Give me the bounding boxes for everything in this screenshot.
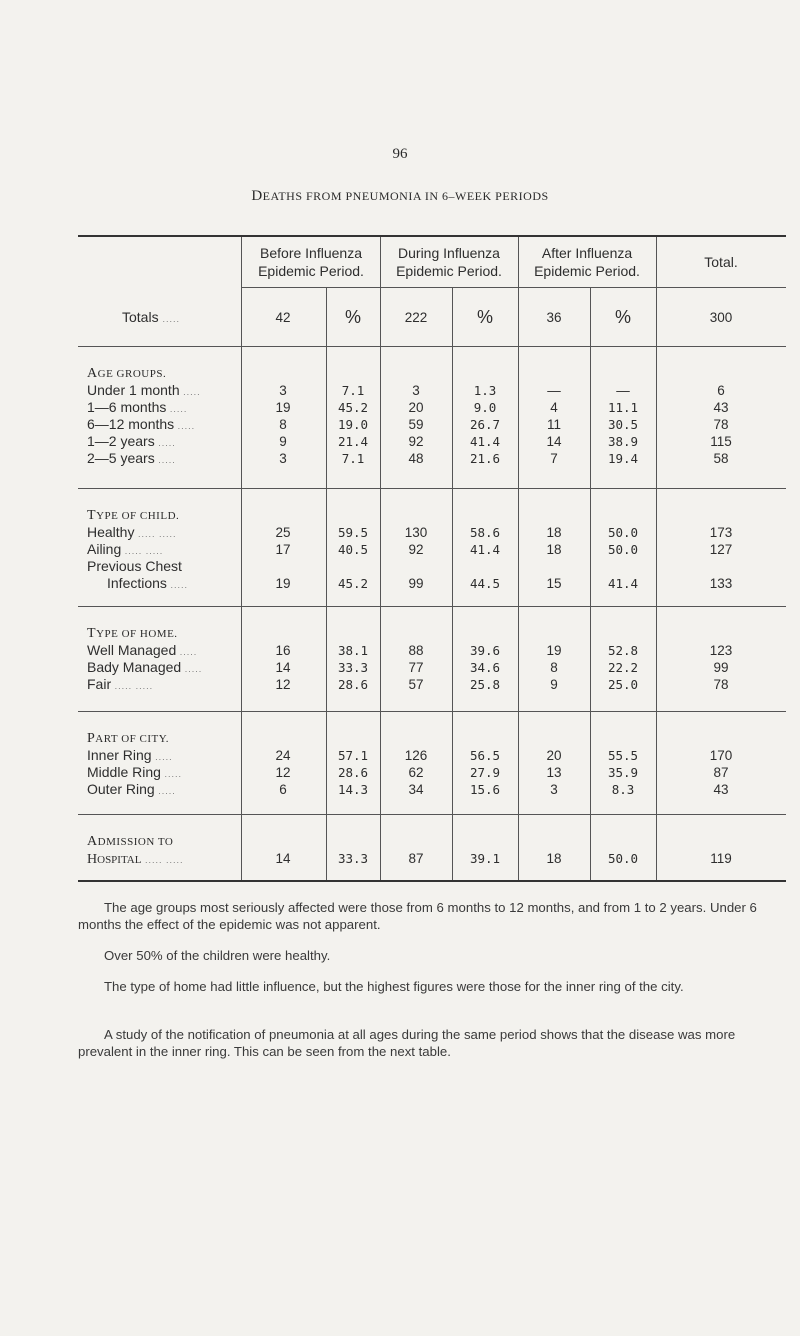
table-cell: 11.1	[607, 400, 639, 415]
table-cell: 58	[713, 451, 729, 466]
column-divider	[518, 237, 519, 880]
table-cell: 62	[408, 765, 424, 780]
row-label: 1—2 years .....	[87, 433, 176, 449]
row-label: Well Managed .....	[87, 642, 198, 658]
table-cell: 59.5	[337, 525, 369, 540]
table-cell: 18	[546, 851, 562, 866]
table-cell: 30.5	[607, 417, 639, 432]
leader-dots: .....	[162, 314, 180, 324]
row-label: 1—6 months .....	[87, 399, 188, 415]
table-cell: 3	[279, 383, 287, 398]
row-label: Fair ..... .....	[87, 676, 154, 692]
table-cell: 3	[550, 782, 558, 797]
header-total: Total.	[704, 254, 738, 270]
table-cell: 34	[408, 782, 424, 797]
table-cell: 19.4	[607, 451, 639, 466]
table-cell: %	[614, 307, 631, 327]
table-cell: 50.0	[607, 542, 639, 557]
table-cell: 50.0	[607, 525, 639, 540]
table-cell: 92	[408, 434, 424, 449]
table-cell: 92	[408, 542, 424, 557]
table-cell: 14	[275, 660, 291, 675]
section-separator	[78, 488, 786, 489]
table-cell: 8.3	[611, 782, 635, 797]
table-cell: 38.9	[607, 434, 639, 449]
header-separator	[241, 287, 786, 288]
table-cell: 12	[275, 677, 291, 692]
table-cell: 119	[710, 851, 732, 866]
table-cell: 3	[279, 451, 287, 466]
leader-dots: .....	[181, 664, 203, 674]
table-cell: 27.9	[469, 765, 501, 780]
section-separator	[78, 711, 786, 712]
table-cell: 14.3	[337, 782, 369, 797]
table-cell: 7.1	[341, 383, 365, 398]
table-cell: 133	[709, 576, 733, 591]
table-cell: 127	[709, 542, 733, 557]
leader-dots: .....	[176, 647, 198, 657]
paragraph	[78, 978, 786, 995]
column-divider	[656, 237, 657, 880]
leader-dots: .....	[174, 421, 196, 431]
table-cell: 41.4	[469, 542, 501, 557]
row-label: Ailing ..... .....	[87, 541, 164, 557]
table-cell: 18	[546, 525, 562, 540]
paragraph-text: Over 50% of the children were healthy.	[104, 948, 331, 963]
section-separator	[78, 606, 786, 607]
column-divider	[241, 237, 242, 880]
paragraph	[78, 899, 786, 933]
section-heading: TYPE OF CHILD.	[87, 508, 180, 523]
leader-dots: ..... .....	[121, 546, 164, 556]
table-cell: 6	[717, 383, 725, 398]
section-heading: AGE GROUPS.	[87, 366, 167, 381]
table-cell: 222	[404, 310, 428, 325]
table-cell: 77	[408, 660, 424, 675]
table-cell: 16	[275, 643, 291, 658]
row-label: Infections .....	[107, 575, 188, 591]
row-label: Inner Ring .....	[87, 747, 173, 763]
table-cell: 126	[404, 748, 428, 763]
table-cell: 3	[412, 383, 420, 398]
table-cell: 15	[546, 576, 562, 591]
paragraph-text: The age groups most seriously affected were those from 6 months to 12 months, and from 1 to 2 years. Under 6 months the effect of the epidemic was not apparent.	[78, 900, 757, 932]
table-cell: 33.3	[337, 660, 369, 675]
header-during-epidemic: During Influenza Epidemic Period.	[396, 245, 502, 279]
table-cell: 57.1	[337, 748, 369, 763]
table-cell: 42	[275, 310, 291, 325]
row-label: Bady Managed .....	[87, 659, 203, 675]
table-cell: 7	[550, 451, 558, 466]
table-cell: %	[476, 307, 493, 327]
table-cell: 18	[546, 542, 562, 557]
table-cell: 44.5	[469, 576, 501, 591]
section-heading: TYPE OF HOME.	[87, 626, 178, 641]
table-cell: 87	[408, 851, 424, 866]
column-divider	[452, 287, 453, 880]
row-label: Under 1 month .....	[87, 382, 201, 398]
table-cell: %	[344, 307, 361, 327]
table-cell: 19	[275, 576, 291, 591]
table-title-initial: D	[251, 188, 263, 204]
section-separator	[78, 814, 786, 815]
row-label: Previous Chest	[87, 558, 182, 574]
table-cell: 14	[546, 434, 562, 449]
table-cell: 56.5	[469, 748, 501, 763]
table-cell: 99	[408, 576, 424, 591]
paragraph	[78, 947, 786, 964]
leader-dots: .....	[154, 786, 176, 796]
table-cell: 22.2	[607, 660, 639, 675]
table-cell: 20	[408, 400, 424, 415]
table-cell: 1.3	[473, 383, 497, 398]
totals-label-text: Totals	[122, 309, 159, 325]
leader-dots: .....	[166, 580, 188, 590]
table-cell: 4	[550, 400, 558, 415]
paragraph-text: The type of home had little influence, but the highest figures were those for the inner ring of the city.	[104, 979, 684, 994]
table-cell: 28.6	[337, 765, 369, 780]
table-cell: 9.0	[473, 400, 497, 415]
leader-dots: ..... .....	[134, 529, 177, 539]
table-cell: 123	[709, 643, 733, 658]
table-cell: 19.0	[337, 417, 369, 432]
row-label: Middle Ring .....	[87, 764, 182, 780]
table-cell: 26.7	[469, 417, 501, 432]
table-cell: 35.9	[607, 765, 639, 780]
table-cell: 8	[550, 660, 558, 675]
table-cell: 21.4	[337, 434, 369, 449]
table-top-rule	[78, 235, 786, 237]
table-cell: 15.6	[469, 782, 501, 797]
table-cell: 38.1	[337, 643, 369, 658]
table-cell: 87	[713, 765, 729, 780]
table-title	[0, 188, 800, 205]
table-cell: 6	[279, 782, 287, 797]
section-heading: ADMISSION TO	[87, 834, 174, 849]
table-cell: 58.6	[469, 525, 501, 540]
table-cell: 41.4	[607, 576, 639, 591]
header-after-epidemic: After Influenza Epidemic Period.	[534, 245, 640, 279]
table-cell: —	[547, 383, 561, 398]
table-cell: 17	[275, 542, 291, 557]
table-cell: 19	[546, 643, 562, 658]
table-cell: 21.6	[469, 451, 501, 466]
leader-dots: ..... .....	[111, 681, 154, 691]
table-cell: 43	[713, 782, 729, 797]
table-cell: 48	[408, 451, 424, 466]
paragraph	[78, 1026, 786, 1060]
leader-dots: .....	[154, 438, 176, 448]
table-cell: 99	[713, 660, 729, 675]
table-cell: 11	[546, 417, 561, 432]
table-cell: 88	[408, 643, 424, 658]
row-label: 6—12 months .....	[87, 416, 196, 432]
table-cell: 25.0	[607, 677, 639, 692]
table-cell: 50.0	[607, 851, 639, 866]
leader-dots: .....	[154, 455, 176, 465]
table-cell: 13	[546, 765, 562, 780]
table-cell: 19	[275, 400, 291, 415]
table-cell: 20	[546, 748, 562, 763]
section-separator	[78, 346, 786, 347]
table-cell: 34.6	[469, 660, 501, 675]
leader-dots: ..... .....	[141, 855, 184, 865]
leader-dots: .....	[179, 387, 201, 397]
table-title-rest: EATHS FROM PNEUMONIA IN 6–WEEK PERIODS	[262, 189, 549, 203]
table-cell: 25.8	[469, 677, 501, 692]
header-before-epidemic: Before Influenza Epidemic Period.	[258, 245, 364, 279]
table-cell: 33.3	[337, 851, 369, 866]
table-cell: 40.5	[337, 542, 369, 557]
page-number: 96	[392, 146, 408, 162]
table-cell: 12	[275, 765, 291, 780]
table-bottom-rule	[78, 880, 786, 882]
table-cell: 9	[279, 434, 287, 449]
section-heading: PART OF CITY.	[87, 731, 169, 746]
row-label: Outer Ring .....	[87, 781, 176, 797]
column-divider	[590, 287, 591, 880]
table-cell: 55.5	[607, 748, 639, 763]
leader-dots: .....	[166, 404, 188, 414]
table-cell: 170	[709, 748, 733, 763]
table-cell: 45.2	[337, 576, 369, 591]
table-cell: 130	[404, 525, 428, 540]
table-cell: 7.1	[341, 451, 365, 466]
table-cell: 14	[275, 851, 291, 866]
totals-label	[122, 310, 180, 327]
table-cell: 78	[713, 417, 729, 432]
table-cell: 8	[279, 417, 287, 432]
table-cell: 43	[713, 400, 729, 415]
table-cell: 300	[709, 310, 733, 325]
row-label: Healthy ..... .....	[87, 524, 177, 540]
table-cell: 115	[710, 434, 732, 449]
table-cell: 9	[550, 677, 558, 692]
leader-dots: .....	[151, 752, 173, 762]
table-cell: 28.6	[337, 677, 369, 692]
table-cell: 36	[546, 310, 562, 325]
table-cell: 25	[275, 525, 291, 540]
table-cell: 78	[713, 677, 729, 692]
table-cell: 24	[275, 748, 291, 763]
row-label: 2—5 years .....	[87, 450, 176, 466]
leader-dots: .....	[160, 769, 182, 779]
table-cell: 41.4	[469, 434, 501, 449]
table-cell: 45.2	[337, 400, 369, 415]
row-label: HOSPITAL ..... .....	[87, 852, 184, 867]
table-cell: 39.6	[469, 643, 501, 658]
table-cell: 39.1	[469, 851, 501, 866]
table-cell: 59	[408, 417, 424, 432]
paragraph-text: A study of the notification of pneumonia at all ages during the same period shows that the disease was more prevalent in the inner ring. This can be seen from the next table.	[78, 1027, 736, 1059]
table-cell: —	[616, 383, 630, 398]
table-cell: 57	[408, 677, 424, 692]
table-cell: 173	[709, 525, 733, 540]
table-cell: 52.8	[607, 643, 639, 658]
